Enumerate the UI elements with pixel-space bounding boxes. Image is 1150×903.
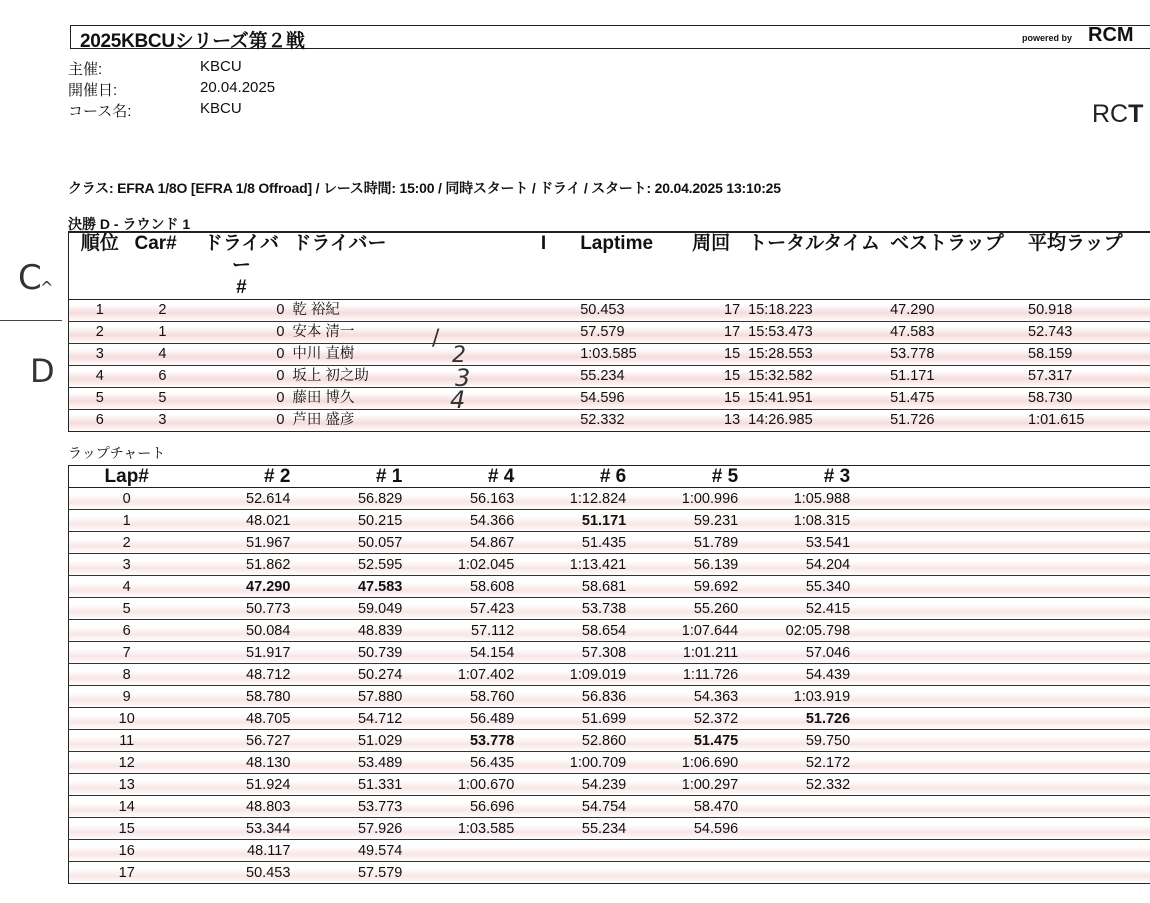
lap-time-cell: 1:11.726 — [632, 664, 744, 686]
lap-header-row — [69, 466, 1150, 488]
result-best: 51.726 — [886, 410, 1024, 432]
lap-time-cell: 52.415 — [744, 598, 856, 620]
result-position: 4 — [69, 366, 131, 388]
result-laptime: 50.453 — [576, 300, 688, 322]
lap-empty-cell — [856, 686, 1150, 708]
lap-time-cell — [632, 862, 744, 884]
page-title: 2025KBCUシリーズ第２戦 — [80, 31, 305, 52]
lap-time-cell: 52.614 — [184, 488, 296, 510]
col-laptime: Laptime — [576, 232, 688, 300]
result-avg: 50.918 — [1024, 300, 1150, 322]
lap-time-cell: 1:00.709 — [520, 752, 632, 774]
lap-time-cell: 53.773 — [296, 796, 408, 818]
result-row — [69, 410, 1150, 432]
result-driver-name: 芦田 盛彦 — [288, 410, 448, 432]
result-car: 6 — [130, 366, 194, 388]
lap-time-cell: 1:03.919 — [744, 686, 856, 708]
result-driver-name: 藤田 博久 — [288, 388, 448, 410]
lap-empty-cell — [856, 862, 1150, 884]
result-total: 15:18.223 — [744, 300, 886, 322]
lap-time-cell: 57.046 — [744, 642, 856, 664]
lap-time-cell: 47.290 — [184, 576, 296, 598]
lap-row — [69, 730, 1150, 752]
result-driver-name: 乾 裕紀 — [288, 300, 448, 322]
lap-time-cell — [408, 840, 520, 862]
lap-time-cell: 1:06.690 — [632, 752, 744, 774]
lap-time-cell: 50.274 — [296, 664, 408, 686]
lap-time-cell — [632, 840, 744, 862]
lap-time-cell: 54.712 — [296, 708, 408, 730]
lap-time-cell: 57.579 — [296, 862, 408, 884]
lap-time-cell: 57.112 — [408, 620, 520, 642]
result-driver-number: 0 — [194, 388, 288, 410]
lap-row — [69, 598, 1150, 620]
lap-time-cell: 52.172 — [744, 752, 856, 774]
lap-time-cell: 51.862 — [184, 554, 296, 576]
lap-time-cell: 51.331 — [296, 774, 408, 796]
result-driver-name: 中川 直樹 — [288, 344, 448, 366]
lap-time-cell: 52.332 — [744, 774, 856, 796]
lap-row — [69, 686, 1150, 708]
result-laptime: 54.596 — [576, 388, 688, 410]
result-driver-name: 安本 清一 — [288, 322, 448, 344]
lap-time-cell: 54.366 — [408, 510, 520, 532]
lap-empty-cell — [856, 840, 1150, 862]
lap-time-cell: 1:00.297 — [632, 774, 744, 796]
result-driver-number: 0 — [194, 410, 288, 432]
lap-number-cell: 2 — [69, 532, 185, 554]
lap-time-cell: 1:05.988 — [744, 488, 856, 510]
lap-row — [69, 532, 1150, 554]
col-lap-number: Lap# — [69, 466, 185, 488]
result-driver-number: 0 — [194, 366, 288, 388]
lap-time-cell: 48.712 — [184, 664, 296, 686]
lap-number-cell: 17 — [69, 862, 185, 884]
lap-time-cell: 56.489 — [408, 708, 520, 730]
lap-number-cell: 16 — [69, 840, 185, 862]
col-driver: ドライバー — [288, 232, 448, 300]
lap-time-cell: 1:00.996 — [632, 488, 744, 510]
lap-time-cell: 51.924 — [184, 774, 296, 796]
result-car: 3 — [130, 410, 194, 432]
result-driver-name: 坂上 初之助 — [288, 366, 448, 388]
lap-row — [69, 818, 1150, 840]
lap-number-cell: 1 — [69, 510, 185, 532]
lap-number-cell: 5 — [69, 598, 185, 620]
col-avg: 平均ラップ — [1024, 232, 1150, 300]
handwritten-mark-3: 3 — [455, 364, 471, 392]
lap-time-cell: 51.789 — [632, 532, 744, 554]
result-position: 6 — [69, 410, 131, 432]
lap-time-cell: 59.692 — [632, 576, 744, 598]
result-best: 53.778 — [886, 344, 1024, 366]
course-label: コース名: — [68, 103, 132, 120]
lap-time-cell: 51.917 — [184, 642, 296, 664]
lap-time-cell: 48.839 — [296, 620, 408, 642]
date-label: 開催日: — [68, 82, 118, 99]
lap-empty-cell — [856, 576, 1150, 598]
result-car: 4 — [130, 344, 194, 366]
lap-time-cell: 52.860 — [520, 730, 632, 752]
result-total: 15:32.582 — [744, 366, 886, 388]
lap-number-cell: 7 — [69, 642, 185, 664]
result-total: 15:28.553 — [744, 344, 886, 366]
lap-time-cell: 1:02.045 — [408, 554, 520, 576]
result-laptime: 55.234 — [576, 366, 688, 388]
result-avg: 58.159 — [1024, 344, 1150, 366]
result-avg: 1:01.615 — [1024, 410, 1150, 432]
lap-time-cell: 1:07.402 — [408, 664, 520, 686]
lap-time-cell: 56.139 — [632, 554, 744, 576]
lap-time-cell: 58.470 — [632, 796, 744, 818]
col-total: トータルタイム — [744, 232, 886, 300]
result-total: 15:53.473 — [744, 322, 886, 344]
lap-row — [69, 642, 1150, 664]
lap-number-cell: 9 — [69, 686, 185, 708]
lap-time-cell: 50.739 — [296, 642, 408, 664]
lap-time-cell: 02:05.798 — [744, 620, 856, 642]
lap-time-cell: 56.829 — [296, 488, 408, 510]
col-car-6: # 6 — [520, 466, 632, 488]
lap-time-cell: 54.754 — [520, 796, 632, 818]
lap-empty-cell — [856, 598, 1150, 620]
result-i — [448, 300, 576, 322]
lap-time-cell: 54.154 — [408, 642, 520, 664]
lap-time-cell: 50.453 — [184, 862, 296, 884]
lap-empty-cell — [856, 532, 1150, 554]
lap-empty-cell — [856, 796, 1150, 818]
lap-row — [69, 488, 1150, 510]
course-value: KBCU — [200, 100, 242, 117]
lap-time-cell: 51.029 — [296, 730, 408, 752]
col-car-4: # 4 — [408, 466, 520, 488]
lap-time-cell: 50.057 — [296, 532, 408, 554]
lap-row — [69, 862, 1150, 884]
lap-time-cell: 52.595 — [296, 554, 408, 576]
result-driver-number: 0 — [194, 344, 288, 366]
lap-row — [69, 576, 1150, 598]
lap-empty-cell — [856, 730, 1150, 752]
lap-time-cell: 58.760 — [408, 686, 520, 708]
lap-time-cell: 59.049 — [296, 598, 408, 620]
handwritten-c: C — [18, 258, 42, 298]
result-laptime: 57.579 — [576, 322, 688, 344]
lap-time-cell: 50.084 — [184, 620, 296, 642]
lap-time-cell: 1:03.585 — [408, 818, 520, 840]
handwritten-d: D — [30, 352, 55, 390]
lap-time-cell: 57.308 — [520, 642, 632, 664]
result-laps: 15 — [688, 344, 744, 366]
lap-time-cell: 50.215 — [296, 510, 408, 532]
lap-time-cell: 1:08.315 — [744, 510, 856, 532]
result-avg: 52.743 — [1024, 322, 1150, 344]
result-row — [69, 366, 1150, 388]
handwritten-mark-1: / — [432, 326, 440, 351]
lap-time-cell: 48.130 — [184, 752, 296, 774]
lap-chart-title: ラップチャート — [68, 445, 166, 461]
result-best: 51.475 — [886, 388, 1024, 410]
lap-row — [69, 796, 1150, 818]
lap-row — [69, 554, 1150, 576]
lap-time-cell: 1:00.670 — [408, 774, 520, 796]
result-avg: 57.317 — [1024, 366, 1150, 388]
col-best: ベストラップ — [886, 232, 1024, 300]
result-position: 2 — [69, 322, 131, 344]
result-i — [448, 344, 576, 366]
result-best: 47.583 — [886, 322, 1024, 344]
lap-row — [69, 840, 1150, 862]
lap-time-cell: 51.435 — [520, 532, 632, 554]
result-row — [69, 388, 1150, 410]
result-i — [448, 410, 576, 432]
lap-time-cell: 54.439 — [744, 664, 856, 686]
lap-time-cell: 51.967 — [184, 532, 296, 554]
brand-logo: RCM — [1088, 24, 1134, 46]
lap-time-cell: 53.344 — [184, 818, 296, 840]
result-laps: 15 — [688, 366, 744, 388]
result-i — [448, 322, 576, 344]
rc-logo: RCT — [1092, 100, 1144, 128]
result-row — [69, 344, 1150, 366]
lap-time-cell: 57.423 — [408, 598, 520, 620]
lap-time-cell: 53.541 — [744, 532, 856, 554]
lap-time-cell: 56.836 — [520, 686, 632, 708]
powered-by-label: powered by — [1022, 33, 1073, 43]
lap-number-cell: 8 — [69, 664, 185, 686]
organizer-label: 主催: — [68, 61, 103, 78]
result-total: 14:26.985 — [744, 410, 886, 432]
result-avg: 58.730 — [1024, 388, 1150, 410]
lap-empty-cell — [856, 708, 1150, 730]
lap-number-cell: 10 — [69, 708, 185, 730]
lap-time-cell: 58.780 — [184, 686, 296, 708]
lap-time-cell: 57.926 — [296, 818, 408, 840]
lap-time-cell — [520, 862, 632, 884]
result-position: 5 — [69, 388, 131, 410]
result-driver-number: 0 — [194, 300, 288, 322]
lap-time-cell: 51.699 — [520, 708, 632, 730]
col-car: Car# — [130, 232, 194, 300]
col-car-3: # 3 — [744, 466, 856, 488]
lap-time-cell — [744, 818, 856, 840]
lap-number-cell: 12 — [69, 752, 185, 774]
lap-time-cell: 49.574 — [296, 840, 408, 862]
handwritten-divider — [0, 320, 62, 321]
lap-time-cell: 51.171 — [520, 510, 632, 532]
lap-time-cell: 1:01.211 — [632, 642, 744, 664]
result-laps: 17 — [688, 322, 744, 344]
lap-empty-cell — [856, 818, 1150, 840]
lap-row — [69, 664, 1150, 686]
lap-time-cell: 54.239 — [520, 774, 632, 796]
col-car-5: # 5 — [632, 466, 744, 488]
result-car: 5 — [130, 388, 194, 410]
lap-time-cell: 54.204 — [744, 554, 856, 576]
lap-time-cell: 1:12.824 — [520, 488, 632, 510]
lap-number-cell: 14 — [69, 796, 185, 818]
col-car-2: # 2 — [184, 466, 296, 488]
lap-time-cell: 55.260 — [632, 598, 744, 620]
lap-time-cell: 48.117 — [184, 840, 296, 862]
result-car: 1 — [130, 322, 194, 344]
lap-time-cell: 48.021 — [184, 510, 296, 532]
lap-time-cell: 55.340 — [744, 576, 856, 598]
lap-time-cell: 48.705 — [184, 708, 296, 730]
result-position: 3 — [69, 344, 131, 366]
lap-time-cell: 56.727 — [184, 730, 296, 752]
lap-time-cell: 57.880 — [296, 686, 408, 708]
lap-time-cell: 48.803 — [184, 796, 296, 818]
lap-time-cell — [520, 840, 632, 862]
lap-number-cell: 13 — [69, 774, 185, 796]
lap-empty-cell — [856, 620, 1150, 642]
result-row — [69, 300, 1150, 322]
date-value: 20.04.2025 — [200, 79, 276, 96]
lap-time-cell: 51.475 — [632, 730, 744, 752]
lap-time-cell: 56.163 — [408, 488, 520, 510]
lap-time-cell — [744, 796, 856, 818]
lap-row — [69, 620, 1150, 642]
lap-empty-cell — [856, 554, 1150, 576]
lap-time-cell: 59.750 — [744, 730, 856, 752]
lap-time-cell: 54.363 — [632, 686, 744, 708]
lap-empty-cell — [856, 664, 1150, 686]
lap-empty-cell — [856, 752, 1150, 774]
lap-empty-cell — [856, 510, 1150, 532]
lap-time-cell: 55.234 — [520, 818, 632, 840]
round-title: 決勝 D - ラウンド 1 — [68, 216, 191, 232]
lap-number-cell: 4 — [69, 576, 185, 598]
results-table — [68, 231, 1150, 432]
lap-time-cell: 59.231 — [632, 510, 744, 532]
col-position: 順位 — [69, 232, 131, 300]
class-info: クラス: EFRA 1/8O [EFRA 1/8 Offroad] / レース時間: 15:00 / 同時スタート / ドライ / スタート: 20.04.2025 13:10:25 — [68, 180, 781, 196]
lap-row — [69, 752, 1150, 774]
lap-row — [69, 708, 1150, 730]
result-best: 51.171 — [886, 366, 1024, 388]
lap-empty-cell — [856, 488, 1150, 510]
lap-time-cell: 1:07.644 — [632, 620, 744, 642]
result-laps: 17 — [688, 300, 744, 322]
lap-time-cell: 53.489 — [296, 752, 408, 774]
handwritten-mark-2: 2 — [452, 343, 466, 368]
lap-time-cell: 53.738 — [520, 598, 632, 620]
result-laptime: 1:03.585 — [576, 344, 688, 366]
lap-number-cell: 0 — [69, 488, 185, 510]
lap-time-cell: 1:09.019 — [520, 664, 632, 686]
handwritten-mark-4: 4 — [450, 386, 466, 414]
result-driver-number: 0 — [194, 322, 288, 344]
lap-time-cell: 58.681 — [520, 576, 632, 598]
lap-time-cell: 58.608 — [408, 576, 520, 598]
col-i: I — [448, 232, 576, 300]
lap-time-cell: 58.654 — [520, 620, 632, 642]
result-laps: 13 — [688, 410, 744, 432]
result-car: 2 — [130, 300, 194, 322]
lap-time-cell: 1:13.421 — [520, 554, 632, 576]
col-car-1: # 1 — [296, 466, 408, 488]
lap-time-cell: 53.778 — [408, 730, 520, 752]
lap-number-cell: 3 — [69, 554, 185, 576]
lap-time-cell: 52.372 — [632, 708, 744, 730]
result-laps: 15 — [688, 388, 744, 410]
lap-row — [69, 510, 1150, 532]
results-header-row — [69, 232, 1150, 300]
organizer-value: KBCU — [200, 58, 242, 75]
col-empty — [856, 466, 1150, 488]
result-position: 1 — [69, 300, 131, 322]
lap-time-cell — [744, 862, 856, 884]
lap-time-cell: 54.867 — [408, 532, 520, 554]
result-best: 47.290 — [886, 300, 1024, 322]
lap-time-cell — [744, 840, 856, 862]
result-row — [69, 322, 1150, 344]
col-laps: 周回 — [688, 232, 744, 300]
lap-time-cell: 51.726 — [744, 708, 856, 730]
lap-empty-cell — [856, 774, 1150, 796]
handwritten-caret: ^ — [40, 278, 54, 297]
lap-number-cell: 15 — [69, 818, 185, 840]
lap-time-cell — [408, 862, 520, 884]
lap-chart-table — [68, 465, 1150, 884]
lap-time-cell: 50.773 — [184, 598, 296, 620]
lap-row — [69, 774, 1150, 796]
col-driver-number: ドライバー # — [194, 232, 288, 300]
result-total: 15:41.951 — [744, 388, 886, 410]
lap-time-cell: 56.696 — [408, 796, 520, 818]
result-laptime: 52.332 — [576, 410, 688, 432]
lap-empty-cell — [856, 642, 1150, 664]
lap-time-cell: 47.583 — [296, 576, 408, 598]
lap-number-cell: 11 — [69, 730, 185, 752]
lap-time-cell: 56.435 — [408, 752, 520, 774]
lap-number-cell: 6 — [69, 620, 185, 642]
lap-time-cell: 54.596 — [632, 818, 744, 840]
